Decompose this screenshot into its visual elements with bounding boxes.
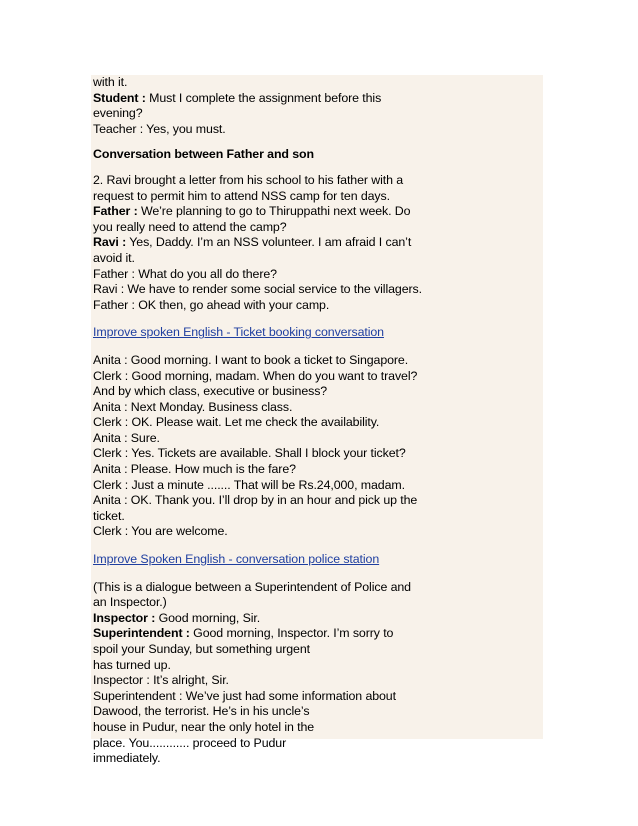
text-line: (This is a dialogue between a Superintendent of Police and bbox=[93, 579, 411, 594]
text-line: Ravi : We have to render some social service to the villagers. bbox=[93, 282, 422, 297]
dialogue-text: Good morning, Inspector. I’m sorry to bbox=[189, 626, 394, 641]
text-line: request to permit him to attend NSS camp for ten days. bbox=[93, 188, 390, 203]
text-line: has turned up. bbox=[93, 657, 171, 672]
speaker-label: Ravi : bbox=[93, 235, 127, 250]
link-ticket-booking[interactable]: Improve spoken English - Ticket booking conversation bbox=[93, 325, 384, 340]
text-line: place. You............ proceed to Pudur bbox=[93, 735, 287, 750]
text-line: Anita : OK. Thank you. I’ll drop by in an hour and pick up the bbox=[93, 493, 418, 508]
dialogue-text: We’re planning to go to Thiruppathi next week. Do bbox=[137, 204, 411, 219]
text-line: evening? bbox=[93, 106, 143, 121]
text-line: And by which class, executive or business? bbox=[93, 384, 328, 399]
speaker-label: Student : bbox=[93, 90, 146, 105]
speaker-label: Superintendent : bbox=[93, 626, 190, 641]
text-line: Anita : Sure. bbox=[93, 430, 160, 445]
section-heading: Conversation between Father and son bbox=[93, 147, 314, 162]
text-line: Anita : Please. How much is the fare? bbox=[93, 462, 296, 477]
text-line: ticket. bbox=[93, 508, 125, 523]
text-line bbox=[93, 91, 543, 107]
text-line bbox=[93, 611, 543, 627]
speaker-label: Inspector : bbox=[93, 610, 156, 625]
text-line: you really need to attend the camp? bbox=[93, 219, 287, 234]
text-line: Superintendent : We’ve just had some information about bbox=[93, 688, 396, 703]
document-content bbox=[91, 75, 543, 766]
text-line: avoid it. bbox=[93, 250, 135, 265]
dialogue-text: Must I complete the assignment before this bbox=[145, 90, 382, 105]
text-line: 2. Ravi brought a letter from his school to his father with a bbox=[93, 172, 404, 187]
text-line: Dawood, the terrorist. He’s in his uncle’s bbox=[93, 704, 310, 719]
text-line: Anita : Good morning. I want to book a ticket to Singapore. bbox=[93, 352, 409, 367]
text-line: spoil your Sunday, but something urgent bbox=[93, 642, 310, 656]
text-line: Father : What do you all do there? bbox=[93, 266, 277, 281]
text-line: an Inspector.) bbox=[93, 595, 167, 610]
text-line bbox=[93, 204, 543, 220]
text-line bbox=[93, 626, 543, 642]
text-line: Clerk : OK. Please wait. Let me check the availability. bbox=[93, 415, 380, 430]
text-line: Clerk : Good morning, madam. When do you want to travel? bbox=[93, 368, 418, 383]
text-line: Anita : Next Monday. Business class. bbox=[93, 399, 293, 414]
text-line: Clerk : You are welcome. bbox=[93, 524, 228, 539]
text-line: Inspector : It’s alright, Sir. bbox=[93, 673, 229, 688]
text-line: Clerk : Yes. Tickets are available. Shall I block your ticket? bbox=[93, 446, 406, 461]
dialogue-text: Good morning, Sir. bbox=[155, 610, 261, 625]
link-police-station[interactable]: Improve Spoken English - conversation police station bbox=[93, 552, 380, 567]
dialogue-text: Yes, Daddy. I’m an NSS volunteer. I am afraid I can’t bbox=[126, 235, 412, 250]
text-line: with it. bbox=[93, 75, 128, 89]
text-line: Teacher : Yes, you must. bbox=[93, 121, 226, 136]
text-line: immediately. bbox=[93, 751, 161, 766]
text-line: Father : OK then, go ahead with your camp. bbox=[93, 297, 330, 312]
speaker-label: Father : bbox=[93, 204, 138, 219]
text-line bbox=[93, 235, 543, 251]
text-line: house in Pudur, near the only hotel in the bbox=[93, 719, 315, 734]
text-line: Clerk : Just a minute ....... That will be Rs.24,000, madam. bbox=[93, 477, 405, 492]
